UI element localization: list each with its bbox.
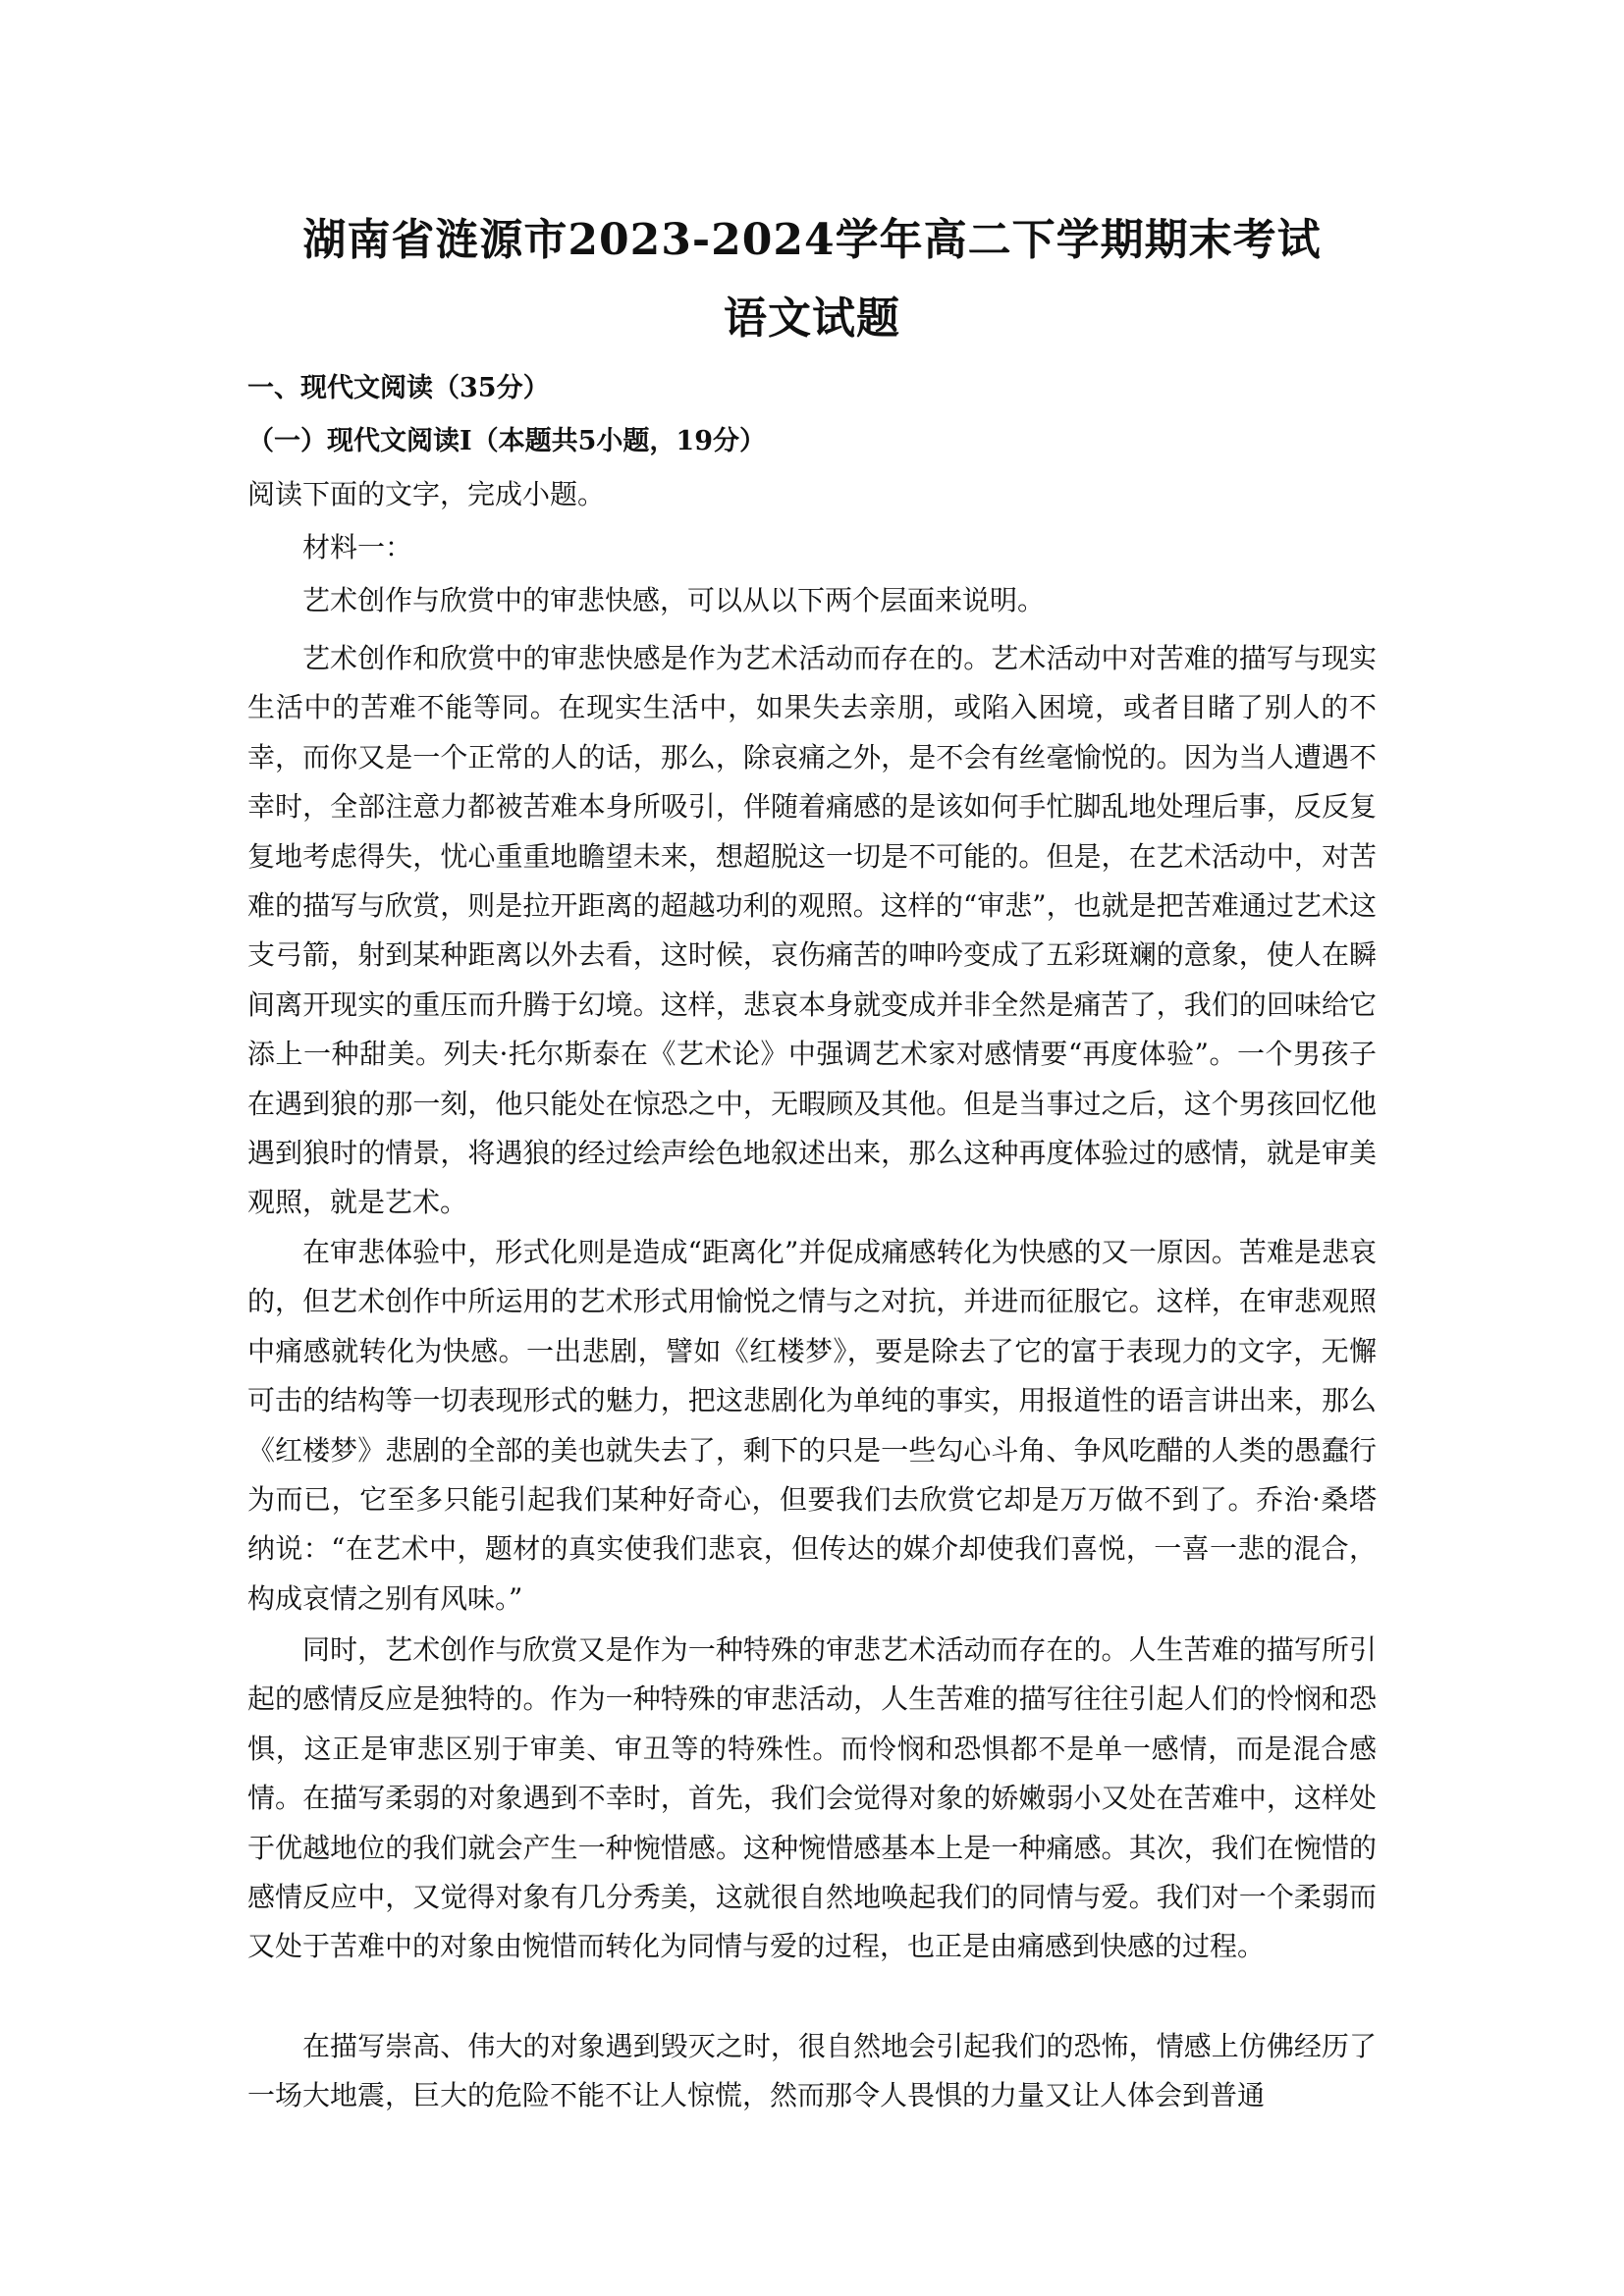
exam-content: [247, 369, 1377, 2121]
subsection-heading: （一）现代文阅读Ⅰ（本题共5小题，19分）: [247, 426, 766, 456]
passage-paragraph: 在审悲体验中，形式化则是造成“距离化”并促成痛感转化为快感的又一原因。苦难是悲哀的，但艺术创作中所运用的艺术形式用愉悦之情与之对抗，并进而征服它。这样，在审悲观照中痛感就转化为快感。一出悲剧，譬如《红楼梦》，要是除去了它的富于表现力的文字，无懈可击的结构等一切表现形式的魅力，把这悲剧化为单纯的事实，用报道性的语言讲出来，那么《红楼梦》悲剧的全部的美也就失去了，剩下的只是一些勾心斗角、争风吃醋的人类的愚蠢行为而已，它至多只能引起我们某种好奇心，但要我们去欣赏它却是万万做不到了。乔治·桑塔纳说：“在艺术中，题材的真实使我们悲哀，但传达的媒介却使我们喜悦，一喜一悲的混合，构成哀情之别有风味。”: [247, 1236, 1377, 1615]
passage-paragraph: 艺术创作和欣赏中的审悲快感是作为艺术活动而存在的。艺术活动中对苦难的描写与现实生活中的苦难不能等同。在现实生活中，如果失去亲朋，或陷入困境，或者目睹了别人的不幸，而你又是一个正常的人的话，那么，除哀痛之外，是不会有丝毫愉悦的。因为当人遭遇不幸时，全部注意力都被苦难本身所吸引，伴随着痛感的是该如何手忙脚乱地处理后事，反反复复地考虑得失，忧心重重地瞻望未来，想超脱这一切是不可能的。但是，在艺术活动中，对苦难的描写与欣赏，则是拉开距离的超越功利的观照。这样的“审悲”，也就是把苦难通过艺术这支弓箭，射到某种距离以外去看，这时候，哀伤痛苦的呻吟变成了五彩斑斓的意象，使人在瞬间离开现实的重压而升腾于幻境。这样，悲哀本身就变成并非全然是痛苦了，我们的回味给它添上一种甜美。列夫·托尔斯泰在《艺术论》中强调艺术家对感情要“再度体验”。一个男孩子在遇到狼的那一刻，他只能处在惊恐之中，无暇顾及其他。但是当事过之后，这个男孩回忆他遇到狼时的情景，将遇狼的经过绘声绘色地叙述出来，那么这种再度体验过的感情，就是审美观照，就是艺术。: [247, 642, 1377, 1219]
material-label: 材料一：: [302, 531, 413, 563]
passage-paragraph: 同时，艺术创作与欣赏又是作为一种特殊的审悲艺术活动而存在的。人生苦难的描写所引起的感情反应是独特的。作为一种特殊的审悲活动，人生苦难的描写往往引起人们的怜悯和恐惧，这正是审悲区别于审美、审丑等的特殊性。而怜悯和恐惧都不是单一感情，而是混合感情。在描写柔弱的对象遇到不幸时，首先，我们会觉得对象的娇嫩弱小又处在苦难中，这样处于优越地位的我们就会产生一种惋惜感。这种惋惜感基本上是一种痛感。其次，我们在惋惜的感情反应中，又觉得对象有几分秀美，这就很自然地唤起我们的同情与爱。我们对一个柔弱而又处于苦难中的对象由惋惜而转化为同情与爱的过程，也正是由痛感到快感的过程。: [247, 1633, 1377, 1963]
section-heading: 一、现代文阅读（35分）: [247, 373, 550, 403]
exam-title: 湖南省涟源市2023-2024学年高二下学期期末考试: [302, 215, 1322, 265]
passage-paragraph: 在描写崇高、伟大的对象遇到毁灭之时，很自然地会引起我们的恐怖，情感上仿佛经历了一场大地震，巨大的危险不能不让人惊慌，然而那令人畏惧的力量又让人体会到普通: [247, 2030, 1377, 2112]
reading-instruction: 阅读下面的文字，完成小题。: [247, 478, 606, 510]
exam-subtitle: 语文试题: [724, 294, 900, 344]
passage-paragraph: 艺术创作与欣赏中的审悲快感，可以从以下两个层面来说明。: [302, 584, 1046, 616]
